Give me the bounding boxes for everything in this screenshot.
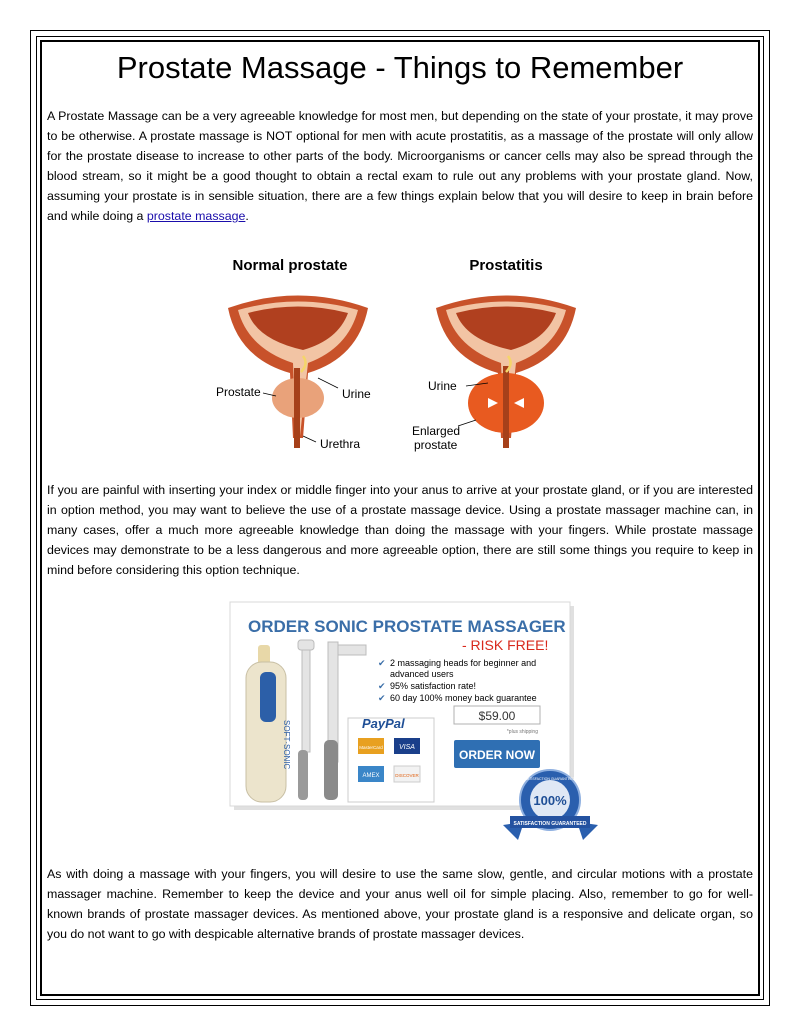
closing-paragraph: As with doing a massage with your fingers, you will desire to use the same slow, gentle, and circular motions with a prostate massager machine. Remember to keep the device and your anus well oil for simple placing. Also, remember to go for well-known brands of prostate massager devices. As mentioned above, your prostate gland is a responsive and delicate organ, so you do not want to go with despicable alternative brands of prostate massager devices. <box>47 867 753 941</box>
urethra-label: Urethra <box>320 437 361 451</box>
seal-top-text: SATISFACTION GUARANTEED <box>524 777 576 781</box>
card-mastercard: MasterCard <box>359 745 383 750</box>
order-now-label: ORDER NOW <box>459 748 535 762</box>
feature-bullet: 2 massaging heads for beginner and <box>390 658 537 668</box>
prostate-diagram <box>208 248 578 463</box>
prostatitis-illustration <box>412 296 576 453</box>
shipping-note: *plus shipping <box>506 729 538 735</box>
ad-risk-free: - RISK FREE! <box>462 637 549 653</box>
normal-prostate-illustration <box>216 296 371 452</box>
massage-head-gray <box>324 740 338 800</box>
card-visa: VISA <box>399 744 415 751</box>
seal-percent: 100% <box>533 793 567 808</box>
inflamed-urethra <box>503 366 509 448</box>
urine-label-right: Urine <box>428 379 457 393</box>
intro-text: A Prostate Massage can be a very agreeable knowledge for most men, but depending on the state of your prostate, it may prove to be otherwise. A prostate massage is NOT optional for men with acute prostatitis, as a massage of the prostate will only allow for the prostate disease to increase to other parts of the body. Microorganisms or cancer cells may also be spread through the blood stream, so it might be a good thought to obtain a rectal exam to rule out any problems with your prostate gland. Now, assuming your prostate is in sensible situation, there are a few things explain below that you will desire to keep in brain before and while doing a <box>47 109 753 223</box>
device-paragraph: If you are painful with inserting your index or middle finger into your anus to arrive at your prostate gland, or if you are interested in option method, you may want to believe the use of a prostate massage device. Using a prostate massager machine can, in many cases, offer a much more agreeable knowledge than doing the massage with your fingers. While prostate massage devices may demonstrate to be a less dangerous and more agreeable option, there are still some things you require to keep in mind before considering this option technique. <box>47 483 753 577</box>
paypal-logo: PayPal <box>362 716 405 731</box>
feature-bullet: 60 day 100% money back guarantee <box>390 693 537 703</box>
page-title: Prostate Massage - Things to Remember <box>116 50 684 85</box>
ad-headline: ORDER SONIC PROSTATE MASSAGER <box>248 617 566 636</box>
card-amex: AMEX <box>362 773 380 779</box>
seal-ribbon-text: SATISFACTION GUARANTEED <box>513 821 587 827</box>
enlarged-label-line1: Enlarged <box>412 424 461 438</box>
sonic-massager-ad[interactable] <box>228 600 608 845</box>
feature-bullet: advanced users <box>390 669 454 679</box>
prostate-label: Prostate <box>216 385 261 399</box>
svg-text:✔: ✔ <box>378 681 386 691</box>
normal-prostate-title: Normal prostate <box>232 257 348 274</box>
device-brand: SOFT·SONIC <box>282 720 291 770</box>
prostate-massage-link[interactable]: prostate massage <box>146 209 246 223</box>
normal-urethra <box>294 368 300 448</box>
price: $59.00 <box>478 709 516 723</box>
card-discover: DISCOVER <box>395 773 419 778</box>
prostatitis-title: Prostatitis <box>469 257 543 274</box>
svg-text:✔: ✔ <box>378 693 386 703</box>
svg-text:✔: ✔ <box>378 658 386 668</box>
intro-paragraph: A Prostate Massage can be a very agreeable knowledge for most men, but depending on the state of your prostate, it may prove to be otherwise. A prostate massage is NOT optional for men with acute prostatitis, as a massage of the prostate will only allow for the prostate disease to increase to other parts of the body. Microorganisms or cancer cells may also be spread through the blood stream, so it might be a good thought to obtain a rectal exam to rule out any problems with your prostate gland. Now, assuming your prostate is in sensible situation, there are a few things explain below that you will desire to keep in brain before and while doing a prostate massage. <box>47 109 753 223</box>
feature-bullet: 95% satisfaction rate! <box>390 681 477 691</box>
urine-label-left: Urine <box>342 387 371 401</box>
device-blue-panel <box>260 672 276 722</box>
enlarged-label-line2: prostate <box>414 438 458 452</box>
